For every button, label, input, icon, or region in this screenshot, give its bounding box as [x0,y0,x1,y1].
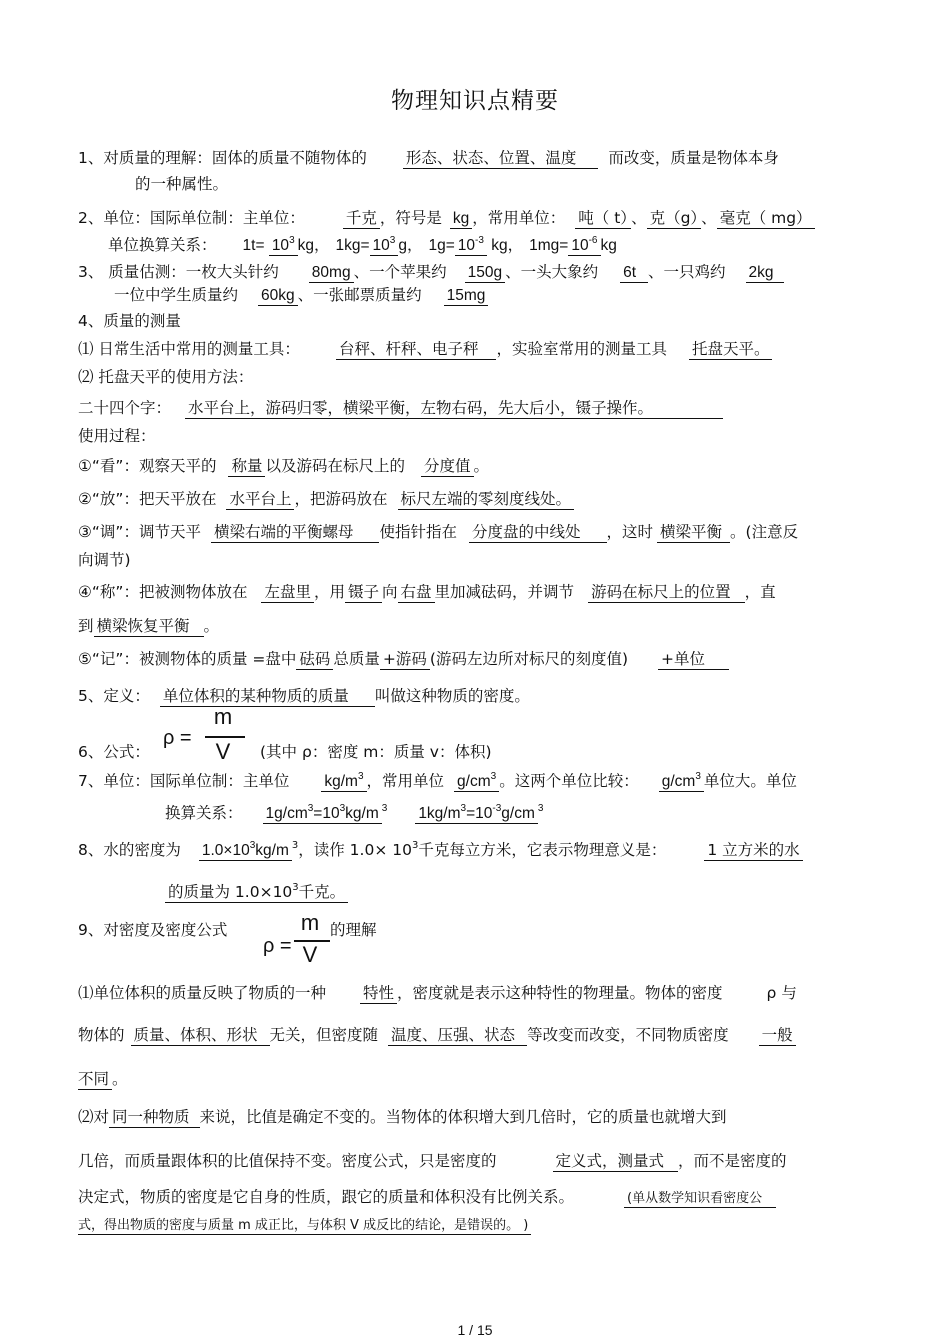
text: 、一只鸡约 [648,263,726,281]
fraction-denominator: V [215,739,231,764]
page-title: 物理知识点精要 [391,88,559,114]
item-3-line-1 [78,262,784,283]
blank-answer: 定义式，测量式 [553,1152,679,1172]
text: 使指针指在 [379,523,457,541]
superscript: 3 [411,840,419,851]
blank-answer: 称量 [228,457,265,477]
fraction-numerator: m [300,910,320,935]
blank-answer: 1.0×10 [201,842,250,859]
text: ③“调”：调节天平 [78,523,201,541]
text: 1t= [242,237,269,254]
para-2-line-4 [78,1216,531,1236]
text: ，密度就是表示这种特性的物理量。物体的密度 [397,984,723,1002]
item-7-line-2 [165,804,543,824]
blank-answer: 标尺左端的零刻度线处。 [398,490,575,510]
superscript: 3 [381,803,388,814]
step-adjust-line-2: 向调节) [78,551,131,569]
text: 单位换算关系： [108,237,217,254]
blank-answer: 单位体积的某种物质的质量 [160,687,375,707]
step-place [78,489,574,509]
text: 叫做这种物质的密度。 [374,687,530,705]
text: ，读作 1.0× 10 [298,841,412,859]
text: 以及游码在标尺上的 [265,457,405,475]
text: 到 [78,617,94,635]
superscript: 3 [292,882,299,893]
blank-answer: 150g [465,264,505,283]
text: (游码左边所对标尺的刻度值) [429,650,629,668]
blank-answer: 10 [457,237,476,254]
blank-answer: 千克 [343,209,380,229]
text: 几倍，而质量跟体积的比值保持不变。密度公式，只是密度的 [78,1152,497,1170]
step-weigh-line-1 [78,582,776,602]
page-number: 1 / 15 [457,1322,493,1338]
note-underlined: (单从数学知识看密度公 [624,1191,776,1208]
text: 里加减砝码，并调节 [434,583,575,601]
text: ②“放”：把天平放在 [78,490,217,508]
text: 7、单位：国际单位制：主单位 [78,772,290,790]
step-record [78,649,729,669]
text: ⑵对 [78,1108,110,1126]
item-8-line-1 [78,840,803,861]
blank-answer: g/cm [661,773,696,790]
blank-answer: 1 立方米的水 [704,841,802,861]
blank-answer: kg/m [345,805,379,822]
text: 而改变，质量是物体本身 [608,149,779,167]
item-4-2: ⑵ 托盘天平的使用方法： [78,368,254,386]
blank-answer: 水平台上，游码归零，横梁平衡，左物右码，先大后小，镊子操作。 [185,399,723,419]
fraction-bar [205,736,245,738]
blank-answer: 一般 [759,1026,796,1046]
text: ，直 [744,583,776,601]
text: 。 [112,1070,128,1088]
blank-answer: 15mg [444,287,489,306]
superscript: 3 [389,235,396,246]
step-weigh-line-2 [78,616,219,636]
blank-answer: 10 [571,237,589,254]
blank-answer: 毫克（ mg） [717,209,815,229]
superscript: 3 [460,803,467,814]
text: ⑴单位体积的质量反映了物质的一种 [78,984,327,1002]
superscript: 3 [307,803,314,814]
blank-answer: kg [450,210,472,229]
text: 单位大。单位 [703,772,797,790]
text: 1g= [428,237,455,254]
blank-answer: 分度盘的中线处 [469,523,607,543]
text: 物体的 [78,1026,125,1044]
blank-answer: 托盘天平。 [689,340,773,360]
text: ④“称”：把被测物体放在 [78,583,248,601]
text: 、一个苹果约 [353,263,447,281]
item-2-line-2 [108,236,617,256]
item-4-1 [78,339,772,359]
text: ρ 与 [766,984,797,1002]
text: 1、对质量的理解：固体的质量不随物体的 [78,149,367,167]
blank-answer: 80mg [309,264,354,283]
para-1-line-3 [78,1069,128,1089]
blank-answer: 横梁恢复平衡 [94,617,204,637]
text: 。这两个单位比较： [499,772,639,790]
superscript: 3 [695,771,701,782]
text: 无关，但密度随 [269,1026,379,1044]
blank-answer: 不同 [78,1070,112,1090]
rho-equals: ρ = [163,727,192,749]
rho-equals: ρ = [263,935,292,957]
blank-answer: 吨（ t） [575,209,631,229]
blank-answer: =10 [313,805,340,822]
text: ①“看”：观察天平的 [78,457,217,475]
blank-answer: 特性 [360,984,397,1004]
blank-answer: 同一种物质 [109,1108,200,1128]
item-6-label: 6、公式： [78,743,150,761]
blank-answer: +游码 [380,650,430,670]
superscript: 3 [289,235,295,246]
usage-process-heading: 使用过程： [78,427,156,445]
blank-answer: 右盘 [398,583,435,603]
text: 换算关系： [165,805,243,822]
text: 3、 质量估测：一枚大头针约 [78,263,279,281]
text: ，这时 [606,523,654,541]
text: 、一张邮票质量约 [297,286,422,304]
blank-answer: 6t [620,264,648,283]
blank-answer: 克（g） [647,209,702,229]
text: 1mg= [529,237,569,254]
text: 。 [203,617,220,635]
para-1-line-2 [78,1025,796,1045]
blank-answer: g/cm [501,805,535,822]
superscript: -3 [492,803,502,814]
item-1-line-2: 的一种属性。 [135,175,229,193]
blank-answer: 10 [271,237,290,254]
superscript: 3 [537,803,544,814]
item-5-definition [78,686,530,706]
blank-answer: 镊子 [345,583,382,603]
fraction-numerator: m [213,704,233,729]
text: 一位中学生质量约 [114,286,239,304]
item-2-line-1 [78,208,815,229]
blank-answer: kg/m [324,773,358,790]
text: ⑴ 日常生活中常用的测量工具： [78,340,300,358]
text: 等改变而改变，不同物质密度 [527,1026,729,1044]
blank-answer: =10 [466,805,493,822]
superscript: -3 [475,235,484,246]
text: 。(注意反 [730,523,799,541]
text: 二十四个字： [78,399,172,417]
para-2-line-1 [78,1107,727,1127]
superscript: 3 [490,771,497,782]
blank-answer: g/cm [457,773,491,790]
superscript: 3 [357,771,364,782]
text: 1kg= [335,237,370,254]
note-underlined: 式，得出物质的密度与质量 m 成正比，与体积 V 成反比的结论，是错误的。 ) [78,1218,531,1235]
text: kg， [297,237,330,254]
twenty-four-chars-line [78,398,723,418]
text: kg [600,237,617,254]
text: ，常用单位 [366,772,445,790]
blank-answer: 温度、压强、状态 [388,1026,527,1046]
para-2-line-3 [78,1187,776,1209]
text: ⑤“记”：被测物体的质量 =盘中 [78,650,297,668]
step-adjust-line-1 [78,522,798,542]
blank-answer: 台秤、杆秤、电子秤 [336,340,497,360]
para-1-line-1 [78,983,797,1003]
superscript: 3 [249,840,256,851]
superscript: 3 [291,840,299,851]
text: g， [398,237,423,254]
blank-answer: 形态、状态、位置、温度 [403,149,599,169]
item-9-label: 9、对密度及密度公式 [78,921,228,939]
blank-answer: 60kg [258,287,298,306]
blank-answer: +单位 [658,650,729,670]
blank-answer: 横梁右端的平衡螺母 [211,523,380,543]
text: ，符号是 [379,209,442,227]
blank-answer: 千克。 [298,883,346,901]
blank-answer: 横梁平衡 [657,523,730,543]
text: 来说，比值是确定不变的。当物体的体积增大到几倍时，它的质量也就增大到 [199,1108,727,1126]
blank-answer: 1kg/m [418,805,461,822]
text: 、 [631,209,647,227]
blank-answer: 质量、体积、形状 [131,1026,270,1046]
text: ，而不是密度的 [678,1152,787,1170]
text: 2、单位：国际单位制：主单位： [78,209,305,227]
blank-answer: 2kg [746,264,784,283]
text: 8、水的密度为 [78,841,181,859]
item-3-line-2 [114,285,488,306]
superscript: -6 [588,235,598,246]
item-1-line-1 [78,148,779,168]
text: 向 [382,583,398,601]
blank-answer: 左盘里 [261,583,314,603]
item-9-suffix: 的理解 [330,921,377,939]
blank-answer: kg/m [255,842,289,859]
blank-answer: 水平台上 [226,490,294,510]
blank-answer: 1g/cm [265,805,308,822]
item-4-heading: 4、质量的测量 [78,312,181,330]
text: ，实验室常用的测量工具 [496,340,667,358]
text: 总质量 [333,650,380,668]
text: 决定式，物质的密度是它自身的性质，跟它的质量和体积没有比例关系。 [78,1188,575,1206]
para-2-line-2 [78,1151,787,1171]
blank-answer: 分度值 [421,457,474,477]
item-6-legend: (其中 ρ：密度 m：质量 v：体积) [260,743,492,761]
text: ，把游码放在 [294,490,388,508]
text: kg， [486,237,524,254]
fraction-denominator: V [302,942,318,967]
blank-answer: 10 [372,237,390,254]
blank-answer: 砝码 [296,650,333,670]
text: 、一头大象约 [505,263,599,281]
text: 千克每立方米，它表示物理意义是： [418,841,667,859]
superscript: 3 [339,803,346,814]
text: 。 [473,457,490,475]
blank-answer: 的质量为 1.0×10 [168,883,293,901]
item-8-line-2 [165,882,348,902]
blank-answer: 游码在标尺上的位置 [588,583,745,603]
step-look [78,456,489,476]
item-7-line-1 [78,771,797,792]
text: 5、定义： [78,687,150,705]
text: 、 [701,209,717,227]
text: ，常用单位： [472,209,566,227]
text: ，用 [313,583,345,601]
